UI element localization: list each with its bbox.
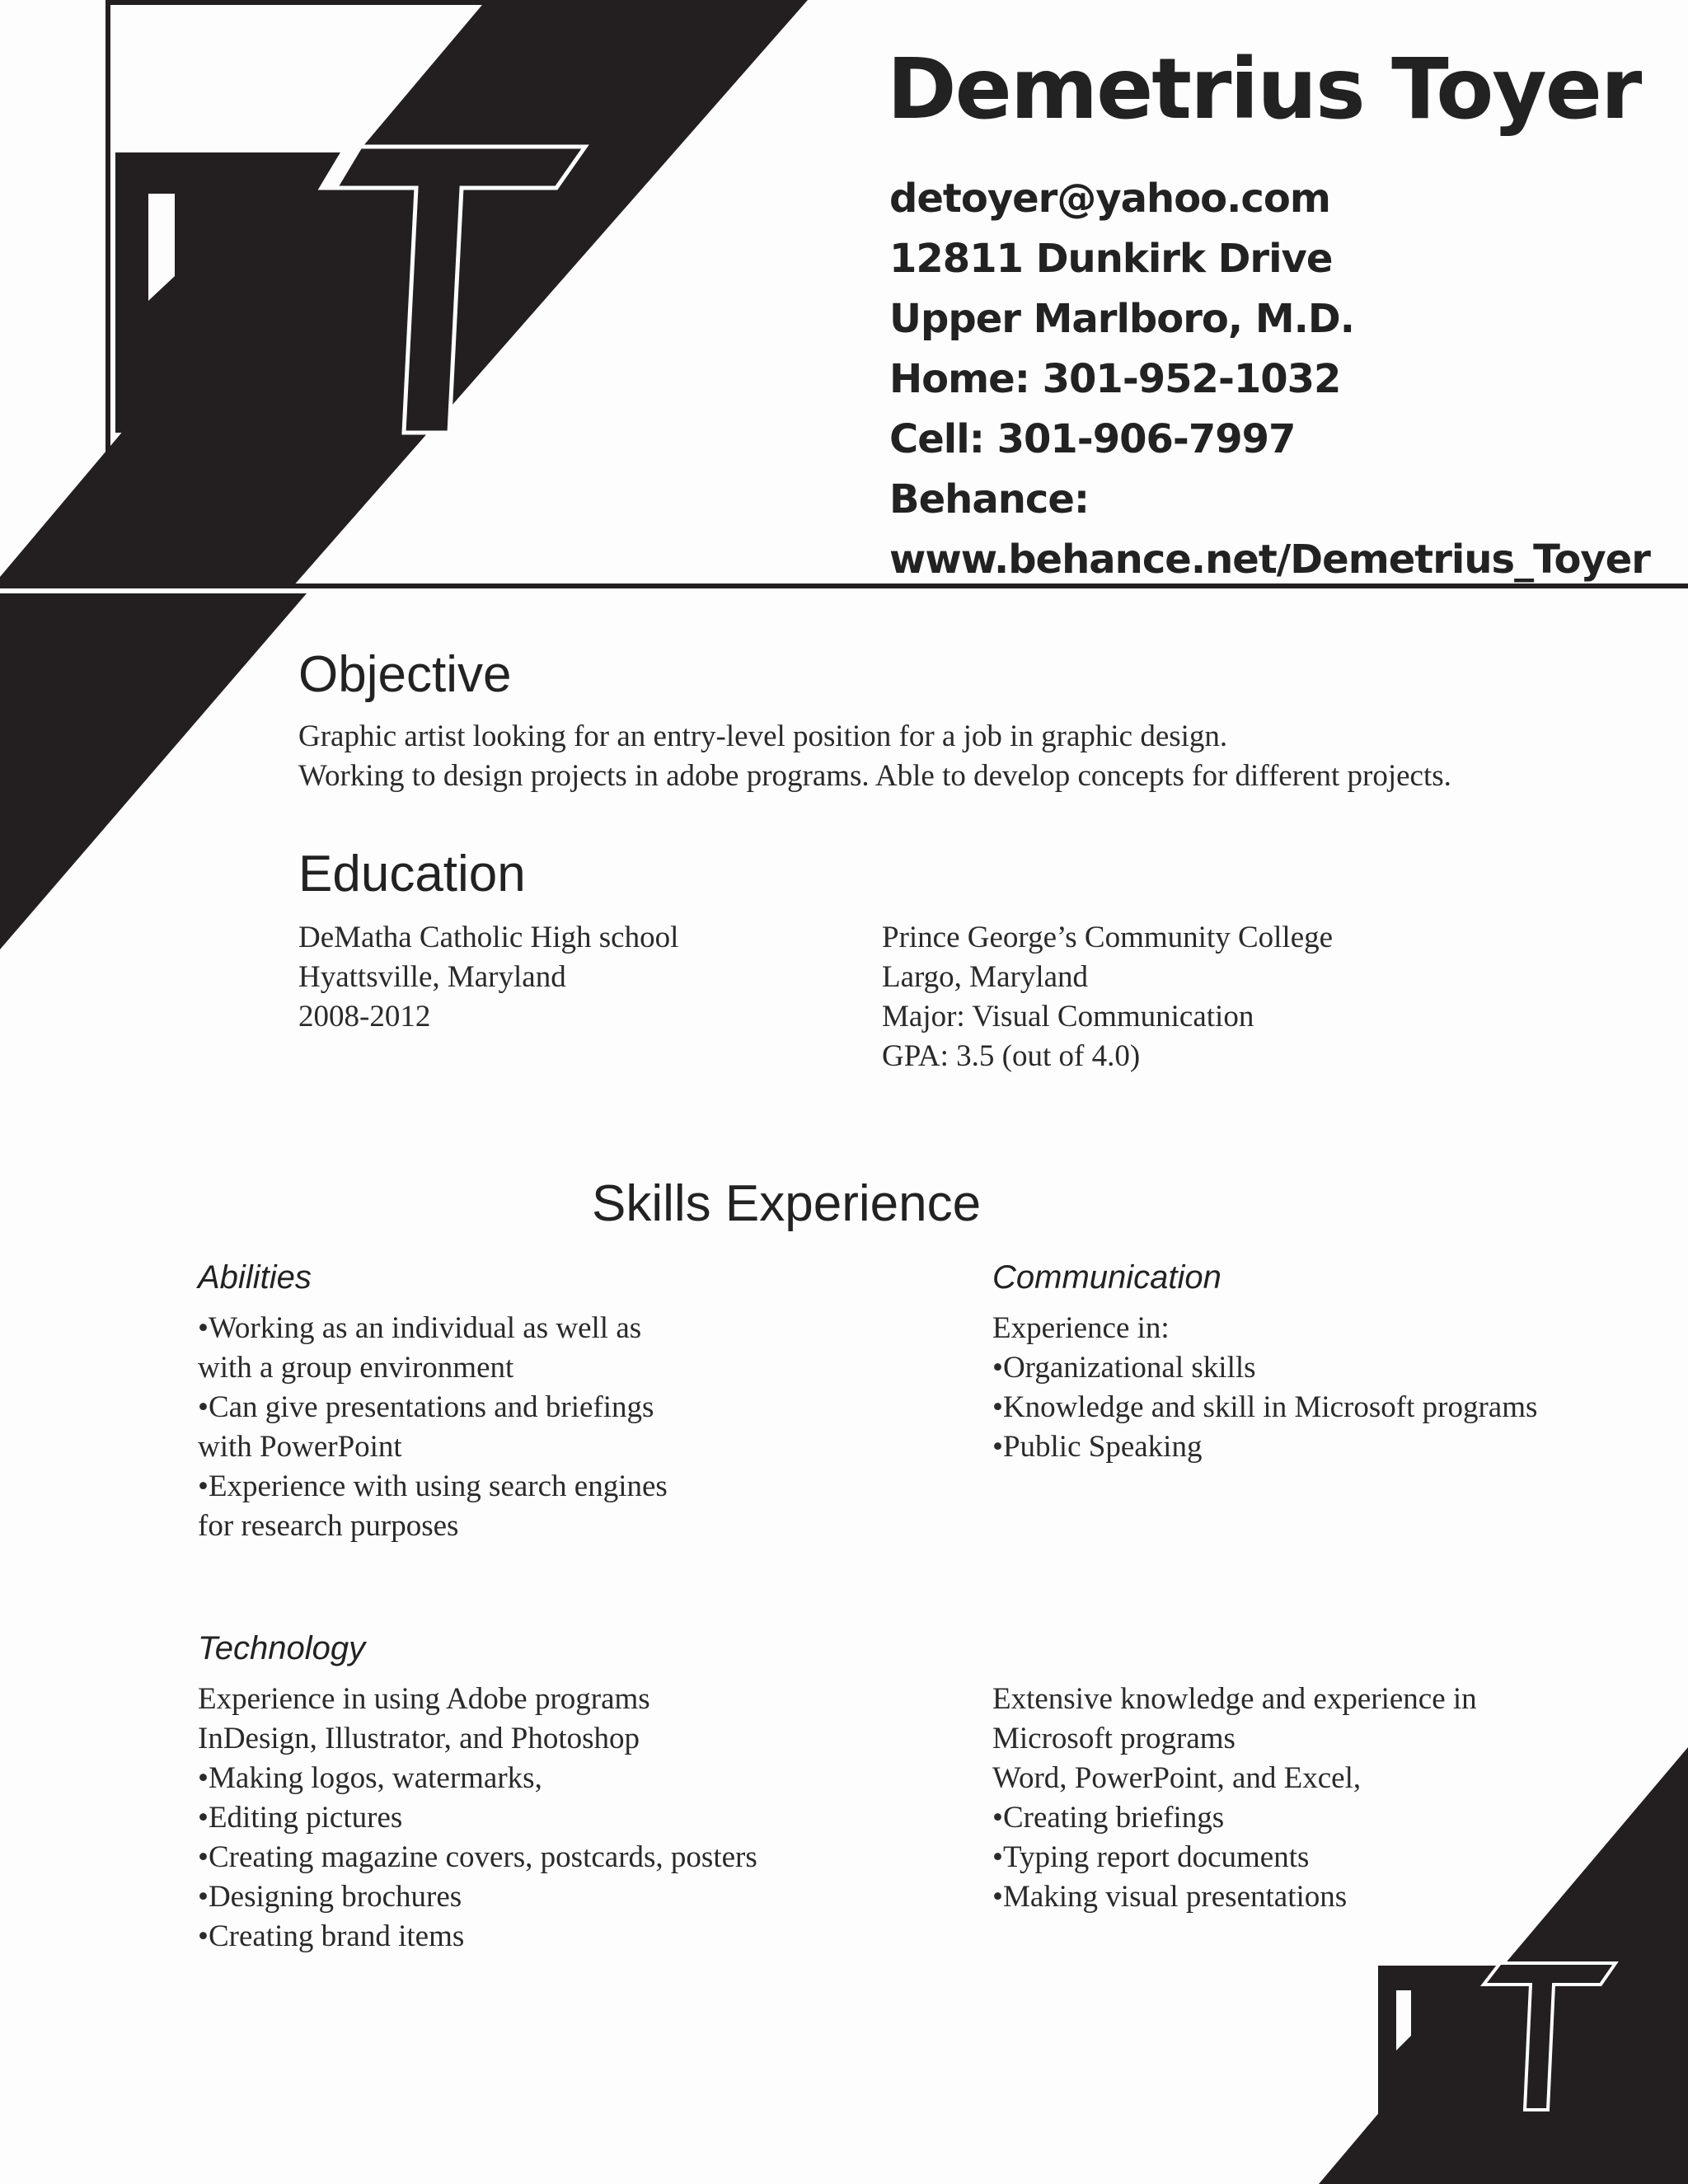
school-gpa: GPA: 3.5 (out of 4.0) [882,1039,1141,1073]
objective-line: Graphic artist looking for an entry-level position for a job in graphic design. [298,719,1228,753]
list-item: Experience in using Adobe programs [198,1682,650,1716]
list-item: •Making visual presentations [992,1880,1348,1914]
school-name: Prince George’s Community College [882,921,1334,954]
education-title: Education [298,846,526,902]
list-item: with a group environment [198,1351,514,1385]
education-school-2 [882,918,1333,1076]
list-item: Extensive knowledge and experience in [992,1682,1477,1716]
left-triangle [0,593,307,949]
contact-behance-link[interactable]: www.behance.net/Demetrius_Toyer [889,537,1650,583]
communication-list [992,1309,1537,1467]
microsoft-list [992,1680,1477,1917]
list-item: •Creating brand items [198,1919,465,1953]
communication-heading: Communication [992,1259,1221,1296]
school-location: Hyattsville, Maryland [298,960,566,994]
contact-info [889,169,1650,590]
list-item: •Making logos, watermarks, [198,1761,542,1795]
list-item: •Creating briefings [992,1801,1225,1835]
left-vertical-rule [106,0,110,466]
list-item: Experience in: [992,1311,1170,1345]
technology-list [198,1680,757,1957]
list-item: •Public Speaking [992,1430,1203,1464]
list-item: •Creating magazine covers, postcards, posters [198,1840,757,1874]
contact-email[interactable]: detoyer@yahoo.com [889,176,1330,222]
list-item: Word, PowerPoint, and Excel, [992,1761,1362,1795]
school-years: 2008-2012 [298,1000,431,1033]
list-item: •Knowledge and skill in Microsoft programs [992,1390,1538,1424]
school-name: DeMatha Catholic High school [298,921,679,954]
list-item: with PowerPoint [198,1430,402,1464]
list-item: •Editing pictures [198,1801,403,1835]
contact-cell-phone: Cell: 301-906-7997 [889,416,1296,462]
applicant-name: Demetrius Toyer [887,40,1641,138]
top-rule [106,0,592,5]
list-item: Microsoft programs [992,1722,1236,1755]
contact-city: Upper Marlboro, M.D. [889,296,1354,342]
objective-text [298,717,1451,796]
skills-title: Skills Experience [592,1175,982,1232]
list-item: •Can give presentations and briefings [198,1390,654,1424]
education-school-1 [298,918,678,1037]
abilities-heading: Abilities [198,1259,312,1296]
list-item: •Experience with using search engines [198,1469,668,1503]
list-item: •Working as an individual as well as [198,1311,642,1345]
objective-title: Objective [298,646,512,703]
school-location: Largo, Maryland [882,960,1089,994]
list-item: for research purposes [198,1509,459,1543]
school-major: Major: Visual Communication [882,1000,1254,1033]
objective-line: Working to design projects in adobe programs. Able to develop concepts for different projects. [298,759,1451,793]
contact-street: 12811 Dunkirk Drive [889,236,1333,282]
contact-behance-label: Behance: [889,476,1090,523]
list-item: InDesign, Illustrator, and Photoshop [198,1722,640,1755]
list-item: •Designing brochures [198,1880,462,1914]
list-item: •Organizational skills [992,1351,1256,1385]
abilities-list [198,1309,668,1546]
technology-heading: Technology [198,1630,366,1666]
list-item: •Typing report documents [992,1840,1310,1874]
contact-home-phone: Home: 301-952-1032 [889,356,1341,402]
